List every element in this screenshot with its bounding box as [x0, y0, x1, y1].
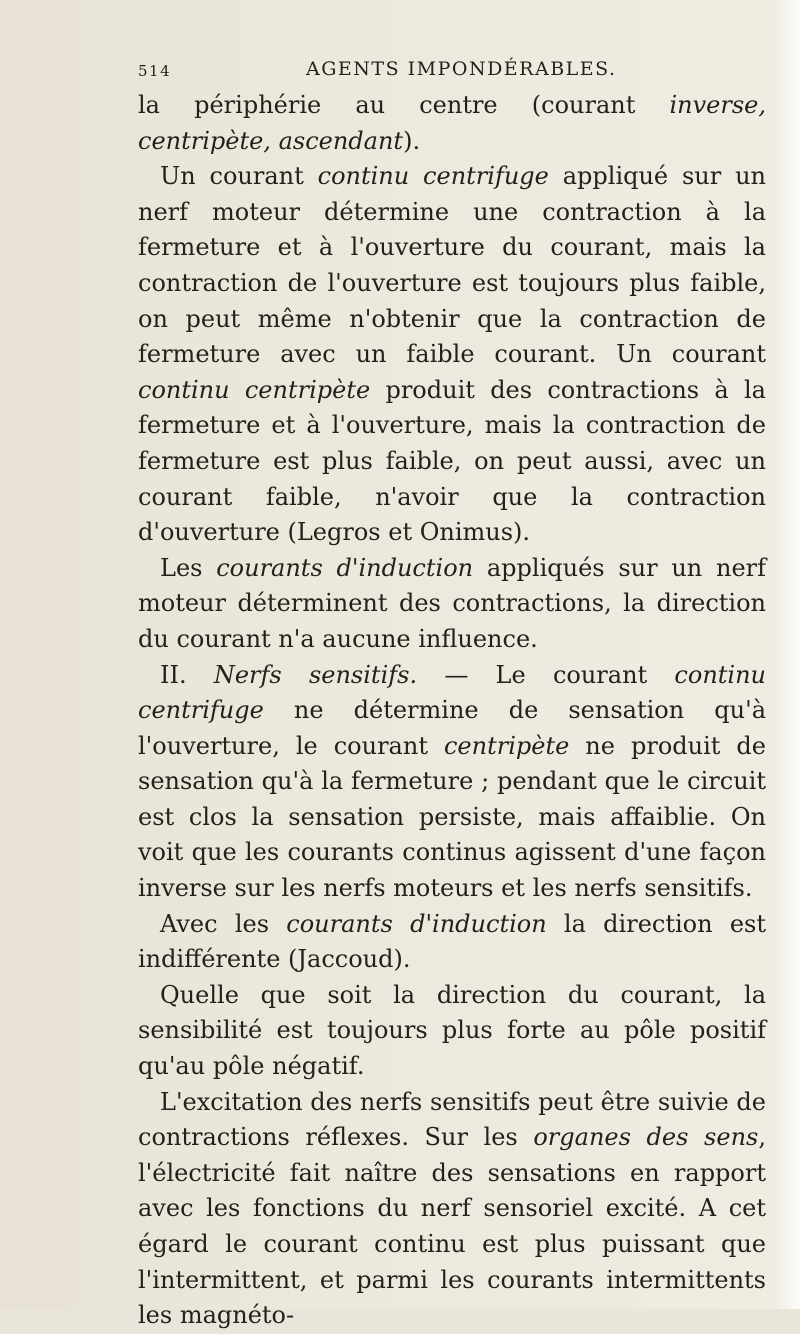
text-segment: II.	[160, 660, 214, 689]
text-segment: appliqués sur un nerf moteur déterminent des contractions, la direction du courant n'a aucune influence.	[138, 553, 767, 653]
paragraph	[138, 88, 766, 159]
paragraph	[138, 658, 766, 907]
italic-text: organes des sens	[533, 1123, 759, 1152]
text-segment: la direction est indifférente (Jaccoud).	[138, 909, 766, 974]
text-segment: la périphérie au centre (courant	[138, 91, 670, 119]
italic-text: inverse, centripète, ascendant	[138, 91, 766, 155]
paragraph	[138, 1085, 766, 1334]
paragraph	[138, 907, 766, 978]
page-edge	[774, 0, 800, 1309]
text-segment: produit des contractions à la fermeture et à l'ouverture, mais la contraction de fermeture est plus faible, on peut aussi, avec un courant faible, n'avoir que la contraction d'ouverture (Legros et Onimus).	[138, 375, 766, 547]
italic-text: continu centrifuge	[317, 162, 549, 191]
text-segment: Un courant	[160, 162, 318, 191]
running-title: AGENTS IMPONDÉRABLES.	[306, 58, 617, 80]
italic-text: courants d'induction	[286, 909, 547, 938]
text-segment: — Le courant	[417, 660, 675, 689]
text-segment: ne produit de sensation qu'à la fermeture ; pendant que le circuit est clos la sensation persiste, mais affaiblie. On voit que les courants continus agissent d'une façon inverse sur les nerfs moteurs et les nerfs sensitifs.	[138, 731, 766, 903]
italic-text: courants d'induction	[216, 553, 474, 582]
italic-text: continu centripète	[138, 375, 371, 404]
text-segment: ).	[403, 126, 421, 155]
text-segment: Avec les	[160, 909, 287, 938]
page-number: 514	[138, 62, 172, 80]
text-segment: Quelle que soit la direction du courant, la sensibilité est toujours plus forte au pôle positif qu'au pôle négatif.	[138, 980, 766, 1081]
paragraph	[138, 159, 766, 551]
page-header	[138, 58, 698, 82]
body-text	[138, 88, 766, 1334]
paragraph	[138, 978, 766, 1085]
paragraph	[138, 551, 766, 658]
italic-text: Nerfs sensitifs.	[213, 660, 418, 689]
text-segment: Les	[160, 553, 217, 582]
text-segment: , l'électricité fait naître des sensations en rapport avec les fonctions du nerf sensoriel excité. A cet égard le courant continu est plus puissant que l'intermittent, et parmi les courants intermittents les magnéto-	[138, 1123, 766, 1330]
italic-text: continu centrifuge	[138, 660, 767, 725]
text-segment: L'excitation des nerfs sensitifs peut être suivie de contractions réflexes. Sur les	[138, 1087, 766, 1152]
italic-text: centripète	[443, 731, 570, 760]
text-segment: ne détermine de sensation qu'à l'ouverture, le courant	[138, 696, 766, 760]
text-segment: appliqué sur un nerf moteur détermine une contraction à la fermeture et à l'ouverture du courant, mais la contraction de l'ouverture est toujours plus faible, on peut même n'obtenir que la contraction de fermeture avec un faible courant. Un courant	[138, 162, 767, 369]
